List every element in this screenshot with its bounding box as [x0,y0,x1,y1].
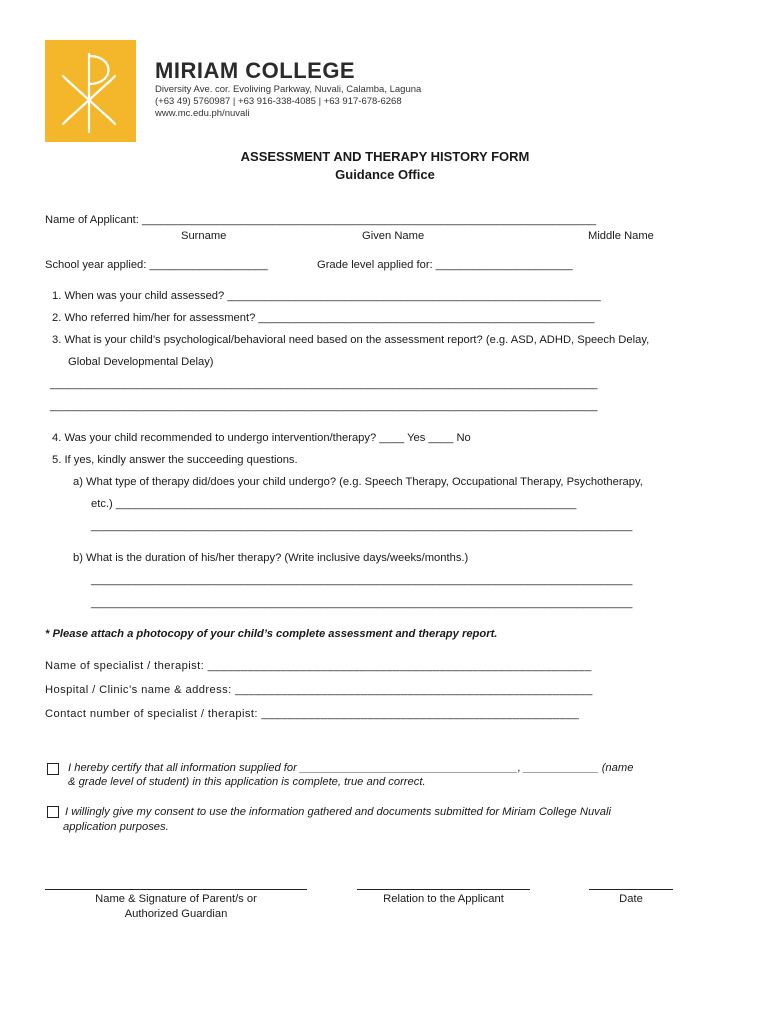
consent-text-line1: I willingly give my consent to use the information gathered and documents submitted for Miriam College Nuvali [65,806,611,818]
question-2[interactable]: 2. Who referred him/her for assessment? ______________________________________________________ [52,312,595,324]
question-4[interactable]: 4. Was your child recommended to undergo intervention/therapy? ____ Yes ____ No [52,432,471,444]
question-5a-cont[interactable]: etc.) __________________________________________________________________________ [91,498,577,510]
question-5: 5. If yes, kindly answer the succeeding questions. [52,454,298,466]
answer-line-3a[interactable]: ________________________________________________________________________________________ [50,378,598,390]
question-5a: a) What type of therapy did/does your child undergo? (e.g. Speech Therapy, Occupational Therapy, Psychotherapy, [73,476,643,488]
college-name: MIRIAM COLLEGE [155,58,356,83]
answer-line-3b[interactable]: ________________________________________________________________________________________ [50,400,598,412]
college-phones: (+63 49) 5760987 | +63 916-338-4085 | +63 917-678-6268 [155,96,402,107]
surname-label: Surname [181,230,227,242]
parent-signature-label: Name & Signature of Parent/s or [95,893,257,905]
answer-line-5b-1[interactable]: _______________________________________________________________________________________ [91,574,633,586]
certify-text-line1: I hereby certify that all information supplied for ___________________________________, ____________ (name [68,762,634,774]
hospital-address-field[interactable]: Hospital / Clinic’s name & address: ______________________________________________________ [45,684,593,696]
answer-line-5a[interactable]: _______________________________________________________________________________________ [91,520,633,532]
parent-signature-label-2: Authorized Guardian [124,908,228,920]
date-signature-line[interactable] [589,889,673,890]
specialist-name-field[interactable]: Name of specialist / therapist: __________________________________________________________ [45,660,592,672]
college-address: Diversity Ave. cor. Evoliving Parkway, Nuvali, Calamba, Laguna [155,84,422,95]
form-subtitle: Guidance Office [335,167,435,182]
question-1[interactable]: 1. When was your child assessed? ____________________________________________________________ [52,290,601,302]
form-title: ASSESSMENT AND THERAPY HISTORY FORM [240,149,530,164]
middle-name-label: Middle Name [588,230,654,242]
date-label: Date [619,893,643,905]
chi-rho-emblem-icon [45,40,140,142]
question-5b: b) What is the duration of his/her therapy? (Write inclusive days/weeks/months.) [73,552,469,564]
specialist-contact-field[interactable]: Contact number of specialist / therapist: ________________________________________________ [45,708,580,720]
attachment-note: * Please attach a photocopy of your child’s complete assessment and therapy report. [45,628,498,640]
certify-checkbox[interactable] [47,763,59,775]
consent-checkbox[interactable] [47,806,59,818]
answer-line-5b-2[interactable]: _______________________________________________________________________________________ [91,597,633,609]
college-website: www.mc.edu.ph/nuvali [155,108,250,119]
applicant-name-field[interactable]: Name of Applicant: _________________________________________________________________________ [45,214,597,226]
relation-label: Relation to the Applicant [383,893,504,905]
relation-signature-line[interactable] [357,889,530,890]
consent-text-line2: application purposes. [63,821,169,833]
parent-signature-line[interactable] [45,889,307,890]
college-logo [45,40,140,142]
given-name-label: Given Name [362,230,425,242]
question-3-cont: Global Developmental Delay) [68,356,214,368]
logo-divider [136,40,140,142]
question-3: 3. What is your child’s psychological/behavioral need based on the assessment report? (e.g. ASD, ADHD, Speech Delay, [52,334,650,346]
certify-text-line2: & grade level of student) in this application is complete, true and correct. [68,776,426,788]
school-year-field[interactable]: School year applied: ___________________ [45,259,268,271]
grade-level-field[interactable]: Grade level applied for: ______________________ [317,259,573,271]
